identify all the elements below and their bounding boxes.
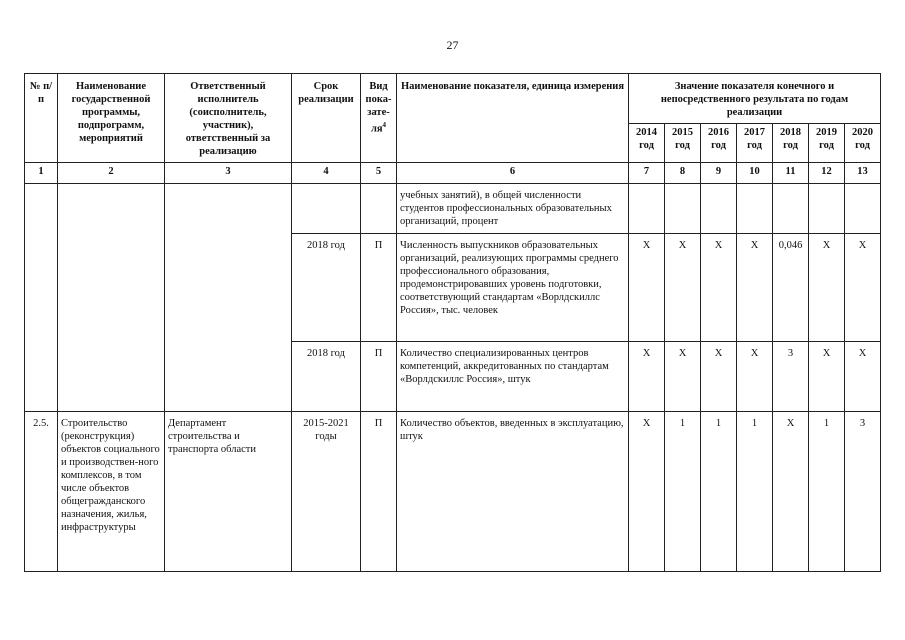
header-values-group: Значение показателя конечного и непосредственного результата по годам реализации: [629, 74, 881, 124]
row-term-cell: [292, 184, 361, 234]
row-value-cell: Х: [737, 234, 773, 342]
row-term-cell: 2018 год: [292, 234, 361, 342]
row-value-cell: Х: [701, 342, 737, 412]
row-value-cell: Х: [809, 234, 845, 342]
row-indicator-cell: Количество специализированных центров компетенций, аккредитованных по стандартам «Ворлдскиллс Россия», штук: [397, 342, 629, 412]
header-program: Наименование государственной программы, подпрограмм, мероприятий: [58, 74, 165, 163]
column-number: 11: [773, 163, 809, 184]
table-row: [25, 184, 881, 234]
header-year: 2017 год: [737, 124, 773, 163]
header-year: 2019 год: [809, 124, 845, 163]
row-kind-cell: [361, 184, 397, 234]
column-number: 1: [25, 163, 58, 184]
row-term-cell: 2018 год: [292, 342, 361, 412]
header-indicator: Наименование показателя, единица измерения: [397, 74, 629, 163]
row-value-cell: [809, 184, 845, 234]
column-number: 7: [629, 163, 665, 184]
row-value-cell: 1: [809, 412, 845, 572]
table-row: [25, 412, 881, 572]
row-num-cell: 2.5.: [25, 412, 58, 572]
row-value-cell: 0,046: [773, 234, 809, 342]
row-indicator-cell: Численность выпускников образовательных организаций, реализующих программы среднего профессионального образования, продемонстрировавших уровень подготовки, соответствующий стандартам «Ворлдскиллс Россия», тыс. человек: [397, 234, 629, 342]
row-kind-cell: П: [361, 234, 397, 342]
column-number: 9: [701, 163, 737, 184]
row-value-cell: 3: [773, 342, 809, 412]
column-number: 5: [361, 163, 397, 184]
header-num: № п/п: [25, 74, 58, 163]
row-value-cell: Х: [737, 342, 773, 412]
header-kind-footnote: 4: [382, 121, 387, 129]
header-executor: Ответственный исполнитель (соисполнитель, участник), ответственный за реализацию: [165, 74, 292, 163]
header-kind: [361, 74, 397, 163]
column-number: 10: [737, 163, 773, 184]
row-value-cell: Х: [665, 234, 701, 342]
row-program-cell: Строительство (реконструкция) объектов социального и производствен-ного комплексов, в том числе объектов общегражданского назначения, жилья, инфраструктуры: [58, 412, 165, 572]
row-indicator-cell: Количество объектов, введенных в эксплуатацию, штук: [397, 412, 629, 572]
row-value-cell: Х: [629, 234, 665, 342]
row-value-cell: [737, 184, 773, 234]
row-kind-cell: П: [361, 412, 397, 572]
column-number: 4: [292, 163, 361, 184]
row-term-cell: 2015-2021 годы: [292, 412, 361, 572]
row-value-cell: Х: [809, 342, 845, 412]
column-number: 8: [665, 163, 701, 184]
row-kind-cell: П: [361, 342, 397, 412]
row-value-cell: 1: [737, 412, 773, 572]
indicators-table: [24, 73, 881, 572]
column-number: 6: [397, 163, 629, 184]
row-value-cell: 3: [845, 412, 881, 572]
header-year: 2014 год: [629, 124, 665, 163]
row-value-cell: [773, 184, 809, 234]
page-number: 27: [446, 38, 459, 52]
row-program-cell: [58, 184, 165, 412]
row-value-cell: Х: [629, 342, 665, 412]
row-value-cell: Х: [773, 412, 809, 572]
column-number: 12: [809, 163, 845, 184]
row-value-cell: [665, 184, 701, 234]
row-value-cell: [845, 184, 881, 234]
column-number: 13: [845, 163, 881, 184]
header-year: 2018 год: [773, 124, 809, 163]
row-value-cell: [701, 184, 737, 234]
row-executor-cell: Департамент строительства и транспорта области: [165, 412, 292, 572]
row-value-cell: [629, 184, 665, 234]
row-indicator-cell: учебных занятий), в общей численности студентов профессиональных образовательных организаций, процент: [397, 184, 629, 234]
row-value-cell: 1: [701, 412, 737, 572]
column-number: 3: [165, 163, 292, 184]
header-kind-label: Вид пока-зате-ля: [365, 81, 392, 135]
header-year: 2016 год: [701, 124, 737, 163]
row-value-cell: Х: [665, 342, 701, 412]
header-row: [25, 74, 881, 124]
header-year: 2020 год: [845, 124, 881, 163]
row-num-cell: [25, 184, 58, 412]
column-numbers-row: [25, 163, 881, 184]
column-number: 2: [58, 163, 165, 184]
row-value-cell: 1: [665, 412, 701, 572]
header-year: 2015 год: [665, 124, 701, 163]
row-value-cell: Х: [845, 234, 881, 342]
row-value-cell: Х: [701, 234, 737, 342]
row-value-cell: Х: [629, 412, 665, 572]
row-value-cell: Х: [845, 342, 881, 412]
row-executor-cell: [165, 184, 292, 412]
header-term: Срок реализации: [292, 74, 361, 163]
